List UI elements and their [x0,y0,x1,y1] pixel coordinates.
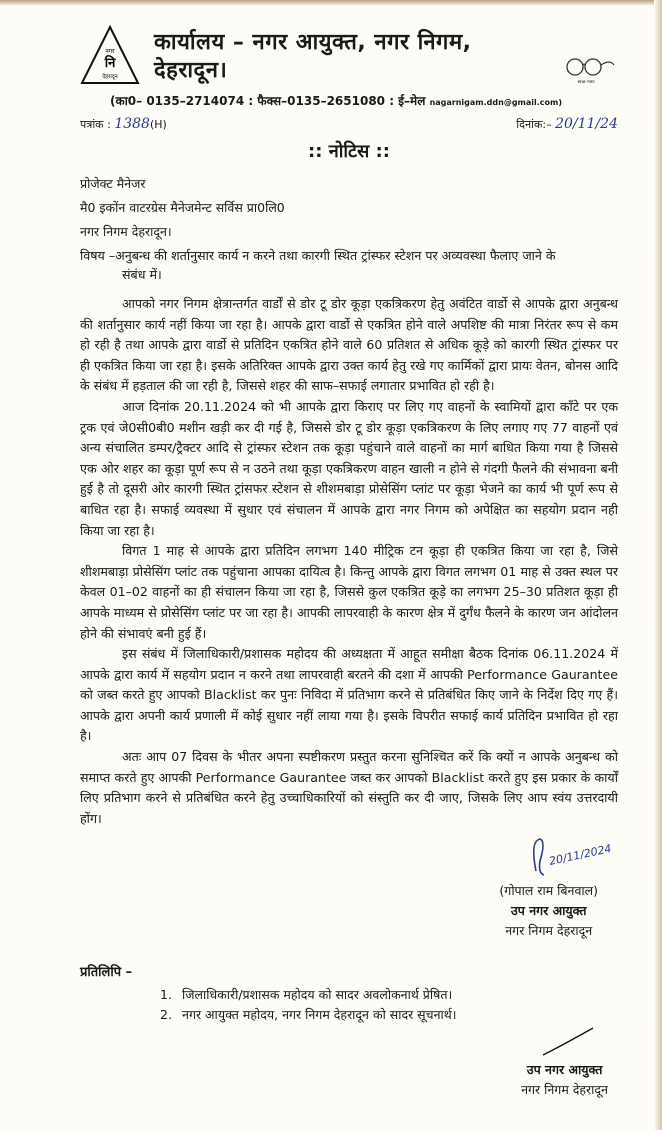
reference-row [80,115,618,134]
reference-number: पत्रांक : 1388(H) [80,116,167,132]
scan-edge-right [654,0,662,1130]
paragraph: इस संबंध में जिलाधिकारी/प्रशासक महोदय की अध्यक्षता में आहूत समीक्षा बैठक दिनांक 06.11.2024 में आपके द्वारा कार्य में सहयोग प्रदान न करने तथा लापरवाही बरतने की दशा में आपकी Performance Gaurantee को जब्त करते हुए आपको Blacklist कर पुनः निविदा में प्रतिभाग करने से प्रतिबंधित किए जाने के निर्देश दिए गए हैं। आपके द्वारा अपनी कार्य प्रणाली में कोई सुधार नहीं लाया गया है। इसके विपरीत सफाई कार्य प्रतिदिन प्रभावित हो रहा है। [80,646,618,744]
swachh-bharat-emblem [558,55,618,85]
second-signature-area [80,1025,618,1100]
nagar-nigam-logo [80,25,140,85]
second-signatory-block [521,1060,608,1100]
paragraph: अतः आप 07 दिवस के भीतर अपना स्पष्टीकरण प्रस्तुत करना सुनिश्चित करें कि क्यों न आपके अनुबन्ध को समाप्त करते हुए आपकी Performance Gaurantee जब्त कर आपको Blacklist करते हुए इस प्रकार के कार्यों लिए प्रतिभाग करने से प्रतिबंधित करने हेतु उच्चाधिकारियों को संस्तुति कर दी जाए, जिसके लिए आप स्वंय उत्तरदायी होंग। [80,749,618,826]
paragraph: आपको नगर निगम क्षेत्रान्तर्गत वार्डों से डोर टू डोर कूड़ा एकत्रिकरण हेतु अवंटित वार्डो से आपके द्वारा अनुबन्ध की शर्तानुसार कार्य नहीं किया जा रहा है। आपके द्वारा वार्डो से एकत्रित होने वाले अपशिष्ट की मात्रा निरंतर रूप से कम हो रही है तथा आपके द्वारा वार्डो से प्रतिदिन एकत्रित होने वाले 60 प्रतिशत से अधिक कूड़े को कारगी स्थित ट्रांस्फर पर ही एकत्रित किया जा रहा है। इसके अतिरिक्त आपके द्वारा उक्त कार्य हेतु रखे गए कार्मिकों द्वारा प्रायः वेतन, बोनस आदि के संबंध में हड़ताल की जा रही है, जिससे शहर की साफ–सफाई लगातार प्रभावित हो रही है। [80,296,619,394]
subject: विषय –अनुबन्ध की शर्तानुसार कार्य न करने तथा कारगी स्थित ट्रांस्फर स्टेशन पर अव्यवस्था फैलाए जाने के संबंध में। [80,248,556,282]
letter-date: दिनांक:– 20/11/24 [516,116,618,132]
contact-line [110,93,618,111]
signatory-designation: उप नगर आयुक्त [510,903,587,919]
addressee-line: नगर निगम देहरादून। [80,224,172,239]
svg-text:स्वच्छ भारत: स्वच्छ भारत [577,79,595,84]
paragraph: आज दिनांक 20.11.2024 को भी आपके द्वारा किराए पर लिए गए वाहनों के स्वामियों द्वारा कॉंटे पर एक ट्रक एवं जे0सी0बी0 मशीन खड़ी कर दी गई है, जिससे डोर टू डोर कूड़ा एकत्रिकरण के लिए लगाए गए 77 वाहनों एवं अन्य संचालित डम्पर/ट्रैक्टर आदि से ट्रांस्फर स्टेशन तक कूड़ा पहुंचाने वाले वाहनों का मार्ग बाधित किया गया है जिससे एक ओर शहर का कूड़ा पूर्ण रूप से न उठने तथा कूड़ा एकत्रिकरण वाहन खाली न होने से गंदगी फैलने की संभावना बनी हुई है तो दूसरी ओर कारगी स्थित ट्रांसफर स्टेशन से शीशमबाड़ा प्रोसेसिंग प्लांट पर कूड़ा भेजने का कार्य भी पूर्ण रूप से बाधित रहा है। सफाई व्यवस्था में सुधार एवं संचालन में आपके द्वारा नगर निगम को अपेक्षित का सहयोग प्रदान नही किया जा रहा है। [80,398,618,538]
logo-text-bottom: देहरादून [102,74,118,80]
contact-numbers: (का0– 0135–2714074 : फैक्स–0135–2651080 : ई–मेल [110,94,426,108]
date-handwritten: 20/11/24 [555,116,618,132]
signature-area [80,831,618,941]
letter-body [80,294,618,829]
second-signatory-designation: उप नगर आयुक्त [526,1062,603,1078]
signature-date: 20/11/2024 [547,842,613,869]
logo-text-mid: नि [104,56,116,71]
list-item: 2. नगर आयुक्त महोदय, नगर निगम देहरादून को सादर सूचनार्थ। [160,1007,457,1023]
paragraph: विगत 1 माह से आपके द्वारा प्रतिदिन लगभग 140 मीट्रिक टन कूड़ा ही एकत्रित किया जा रहा है, जिसे शीशमबाड़ा प्रोसेसिंग प्लांट तक पहुंचाना आपका दायित्व है। किन्तु आपके द्वारा विगत लगभग 01 माह से उक्त स्थल पर केवल 01–02 वाहनों का ही संचालन किया जा रहा है, जिससे कुल एकत्रित कूड़े का लगभग 25–30 प्रतिशत कूड़ा ही आपके माध्यम से प्रोसेसिंग प्लांट पर जा रहा है। आपकी लापरवाही के कारण क्षेत्र में दुर्गंध फैलने के कारण जन आंदोलन होने की संभावएं बनी हुई हैं। [80,543,618,641]
scan-edge-top [0,0,662,6]
handwritten-signature [528,831,618,881]
second-signatory-office: नगर निगम देहरादून [521,1082,608,1098]
list-item: 1. जिलाधिकारी/प्रशासक महोदय को सादर अवलोकनार्थ प्रेषित। [160,987,453,1003]
email-address: nagarnigam.ddn@gmail.com) [429,98,563,107]
notice-heading: :: नोटिस :: [308,141,390,162]
office-title: कार्यालय – नगर आयुक्त, नगर निगम, देहरादून। [154,30,472,83]
copy-to-label: प्रतिलिपि – [80,965,133,981]
signatory-name: (गोपाल राम बिनवाल) [499,883,598,899]
signatory-office: नगर निगम देहरादून [505,923,593,939]
letterhead [80,25,618,85]
signatory-block [499,881,598,941]
second-signature [538,1025,598,1060]
addressee-line: मै0 इकोंन वाटरग्रेस मैनेजमेन्ट सर्विस प्रा0लि0 [80,200,285,215]
addressee-line: प्रोजेक्ट मैनेजर [80,176,146,191]
reference-handwritten: 1388 [114,116,150,132]
logo-text-top: नगर [105,48,115,55]
copy-to-list [160,985,618,1025]
